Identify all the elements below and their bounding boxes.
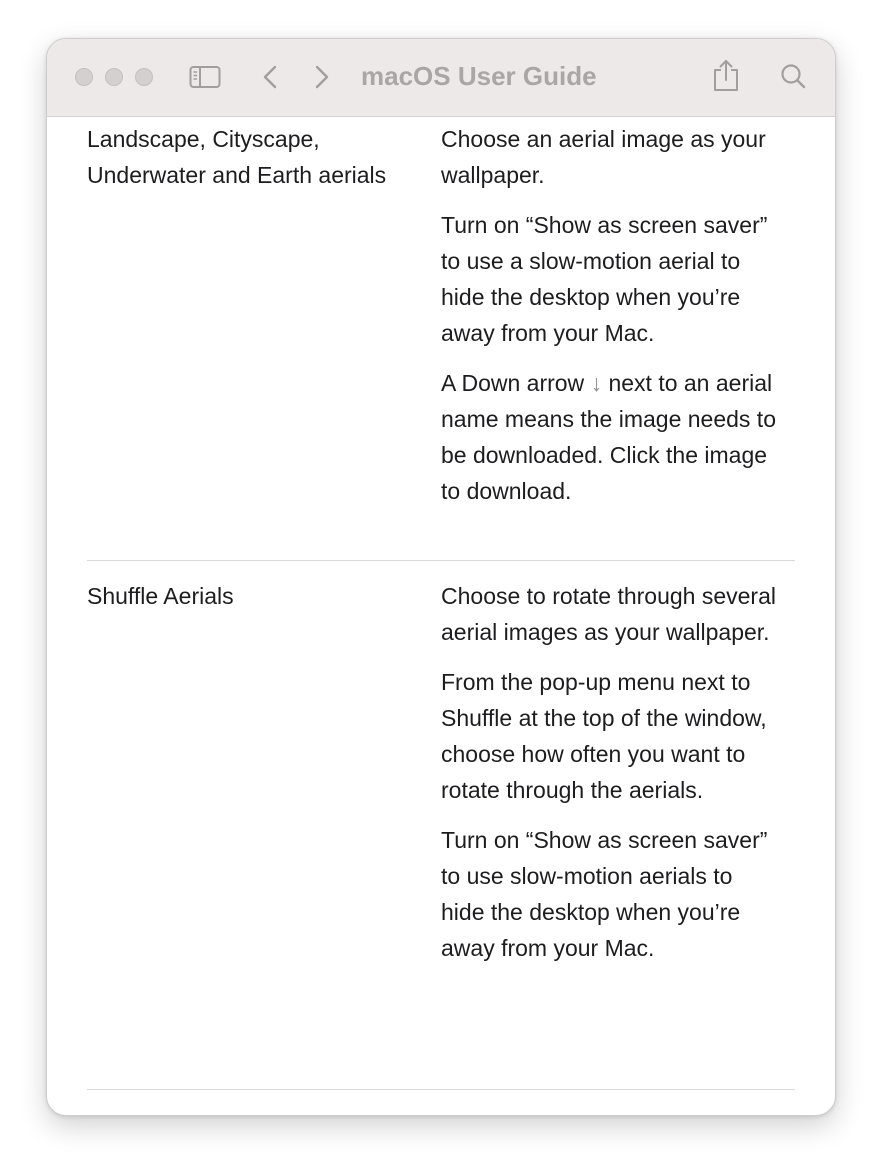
description-paragraph: Turn on “Show as screen saver” to use slow-motion aerials to hide the desktop when you’re away from your Mac. bbox=[441, 827, 768, 961]
arrow-para-before: A Down arrow bbox=[441, 370, 585, 396]
description-cell bbox=[441, 561, 781, 1089]
window-title: macOS User Guide bbox=[361, 61, 597, 91]
description-paragraph bbox=[441, 365, 781, 509]
zoom-button[interactable] bbox=[135, 68, 153, 86]
minimize-button[interactable] bbox=[105, 68, 123, 86]
description-paragraph: Turn on “Show as screen saver” to use a slow-motion aerial to hide the desktop when you’re away from your Mac. bbox=[441, 212, 768, 346]
share-icon[interactable] bbox=[711, 57, 741, 93]
back-chevron-icon[interactable] bbox=[257, 63, 283, 91]
close-button[interactable] bbox=[75, 68, 93, 86]
description-paragraph: Choose to rotate through several aerial images as your wallpaper. bbox=[441, 583, 776, 645]
table-row bbox=[87, 117, 795, 561]
term-cell: Shuffle Aerials bbox=[87, 583, 234, 609]
description-paragraph: From the pop-up menu next to Shuffle at the top of the window, choose how often you want to rotate through the aerials. bbox=[441, 669, 767, 803]
arrow-para-after: next to an aerial name means the image needs to be downloaded. Click the image to download. bbox=[441, 370, 776, 504]
help-window bbox=[46, 38, 836, 1116]
article-content bbox=[87, 117, 795, 1090]
description-paragraph: Choose an aerial image as your wallpaper. bbox=[441, 126, 766, 188]
down-arrow-icon: ↓ bbox=[590, 370, 603, 396]
table-row bbox=[87, 561, 795, 1090]
description-cell bbox=[441, 117, 781, 560]
term-cell: Landscape, Cityscape, Underwater and Earth aerials bbox=[87, 126, 387, 188]
sidebar-toggle-icon[interactable] bbox=[188, 63, 222, 91]
search-icon[interactable] bbox=[778, 61, 808, 91]
forward-chevron-icon[interactable] bbox=[309, 63, 335, 91]
title-bar bbox=[47, 39, 835, 117]
